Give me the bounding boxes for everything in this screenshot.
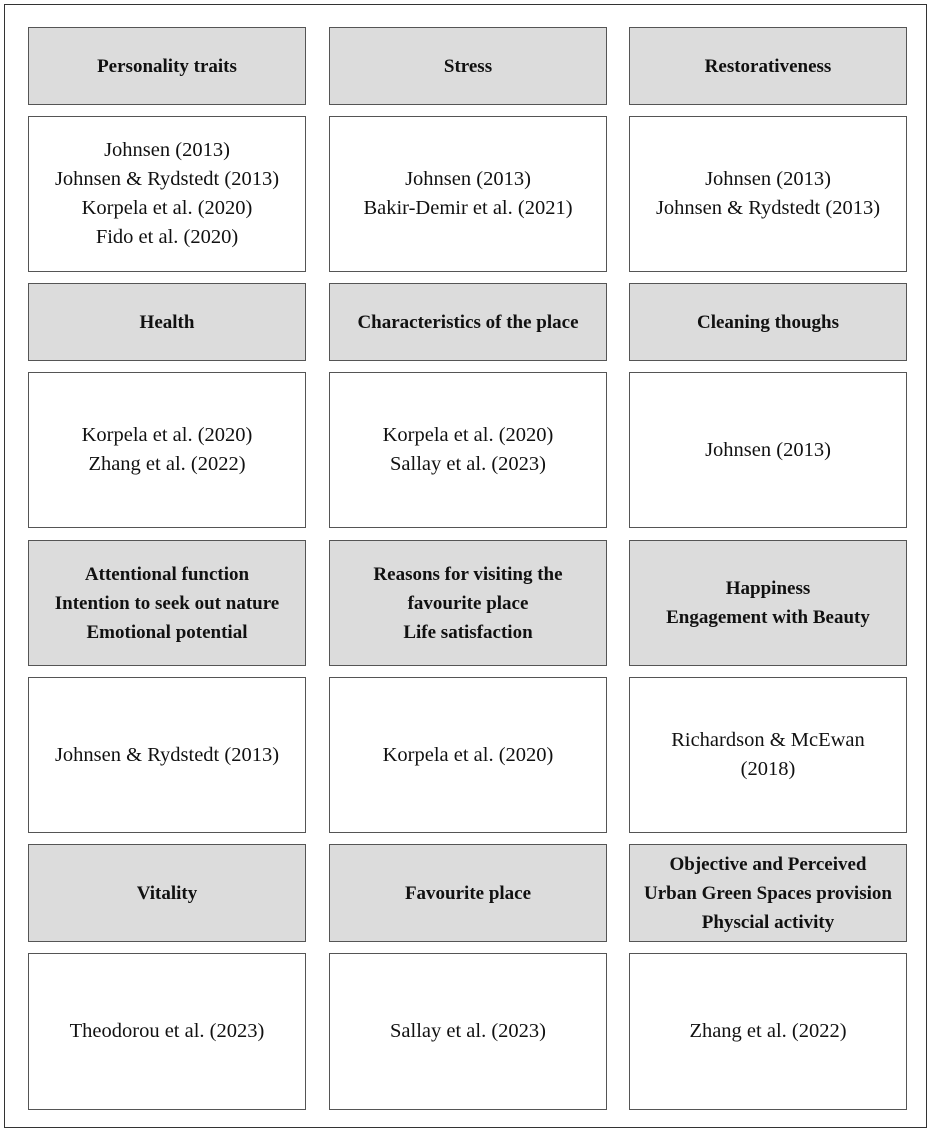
- reference-citation: Sallay et al. (2023): [390, 453, 546, 475]
- reference-citation: Sallay et al. (2023): [390, 1020, 546, 1042]
- topic-header-cell: [629, 27, 907, 105]
- reference-cell: [629, 372, 907, 528]
- reference-cell: [28, 677, 306, 833]
- topic-label: Engagement with Beauty: [666, 607, 870, 628]
- reference-cell: [329, 372, 607, 528]
- topic-label: favourite place: [407, 592, 529, 614]
- topic-header-cell: [629, 540, 907, 666]
- topic-header-cell: [629, 283, 907, 361]
- reference-cell: [28, 953, 306, 1110]
- topic-label: Physcial activity: [701, 911, 835, 933]
- topic-label: Favourite place: [404, 882, 532, 904]
- topic-header-cell: [329, 283, 607, 361]
- topic-label: Attentional function: [84, 563, 250, 585]
- topic-header-cell: [28, 283, 306, 361]
- reference-citation: Zhang et al. (2022): [88, 453, 246, 475]
- reference-citation: Johnsen (2013): [104, 139, 230, 161]
- topic-label: Objective and Perceived: [669, 853, 867, 875]
- reference-citation: (2018): [740, 758, 796, 780]
- reference-citation: Theodorou et al. (2023): [69, 1020, 265, 1042]
- reference-citation: Bakir-Demir et al. (2021): [363, 197, 573, 219]
- reference-cell: [329, 677, 607, 833]
- topic-header-cell: [329, 540, 607, 666]
- reference-cell: [629, 116, 907, 272]
- topic-label: Stress: [443, 55, 493, 77]
- reference-citation: Johnsen & Rydstedt (2013): [54, 168, 280, 190]
- topic-label: Vitality: [136, 882, 198, 904]
- topic-label: Life satisfaction: [403, 621, 533, 643]
- reference-citation: Korpela et al. (2020): [81, 197, 253, 219]
- topic-label: Restorativeness: [704, 55, 832, 77]
- topic-label: Characteristics of the place: [357, 311, 579, 333]
- reference-citation: Richardson & McEwan: [671, 729, 865, 751]
- reference-citation: Johnsen (2013): [705, 168, 831, 190]
- reference-cell: [629, 953, 907, 1110]
- topic-label: Intention to seek out nature: [54, 592, 280, 614]
- reference-citation: Johnsen (2013): [705, 438, 831, 461]
- topic-header-cell: [329, 844, 607, 942]
- reference-citation: Johnsen & Rydstedt (2013): [54, 743, 280, 766]
- topic-label: Happiness: [725, 578, 811, 599]
- reference-citation: Fido et al. (2020): [95, 226, 239, 248]
- topic-header-cell: [28, 27, 306, 105]
- reference-cell: [629, 677, 907, 833]
- reference-cell: [28, 116, 306, 272]
- topic-header-cell: [629, 844, 907, 942]
- reference-citation: Korpela et al. (2020): [81, 424, 253, 446]
- topic-label: Personality traits: [97, 55, 237, 77]
- topic-header-cell: [28, 540, 306, 666]
- topic-label: Reasons for visiting the: [373, 563, 563, 585]
- topic-header-cell: [329, 27, 607, 105]
- reference-citation: Zhang et al. (2022): [689, 1020, 847, 1042]
- reference-cell: [28, 372, 306, 528]
- topic-label: Emotional potential: [86, 621, 248, 643]
- reference-citation: Johnsen (2013): [405, 168, 531, 190]
- reference-cell: [329, 953, 607, 1110]
- reference-citation: Korpela et al. (2020): [382, 424, 554, 446]
- topic-label: Cleaning thoughs: [696, 311, 840, 333]
- reference-citation: Korpela et al. (2020): [382, 743, 554, 766]
- topic-label: Urban Green Spaces provision: [644, 882, 892, 904]
- topic-label: Health: [139, 311, 195, 333]
- reference-cell: [329, 116, 607, 272]
- reference-citation: Johnsen & Rydstedt (2013): [655, 197, 881, 219]
- topic-header-cell: [28, 844, 306, 942]
